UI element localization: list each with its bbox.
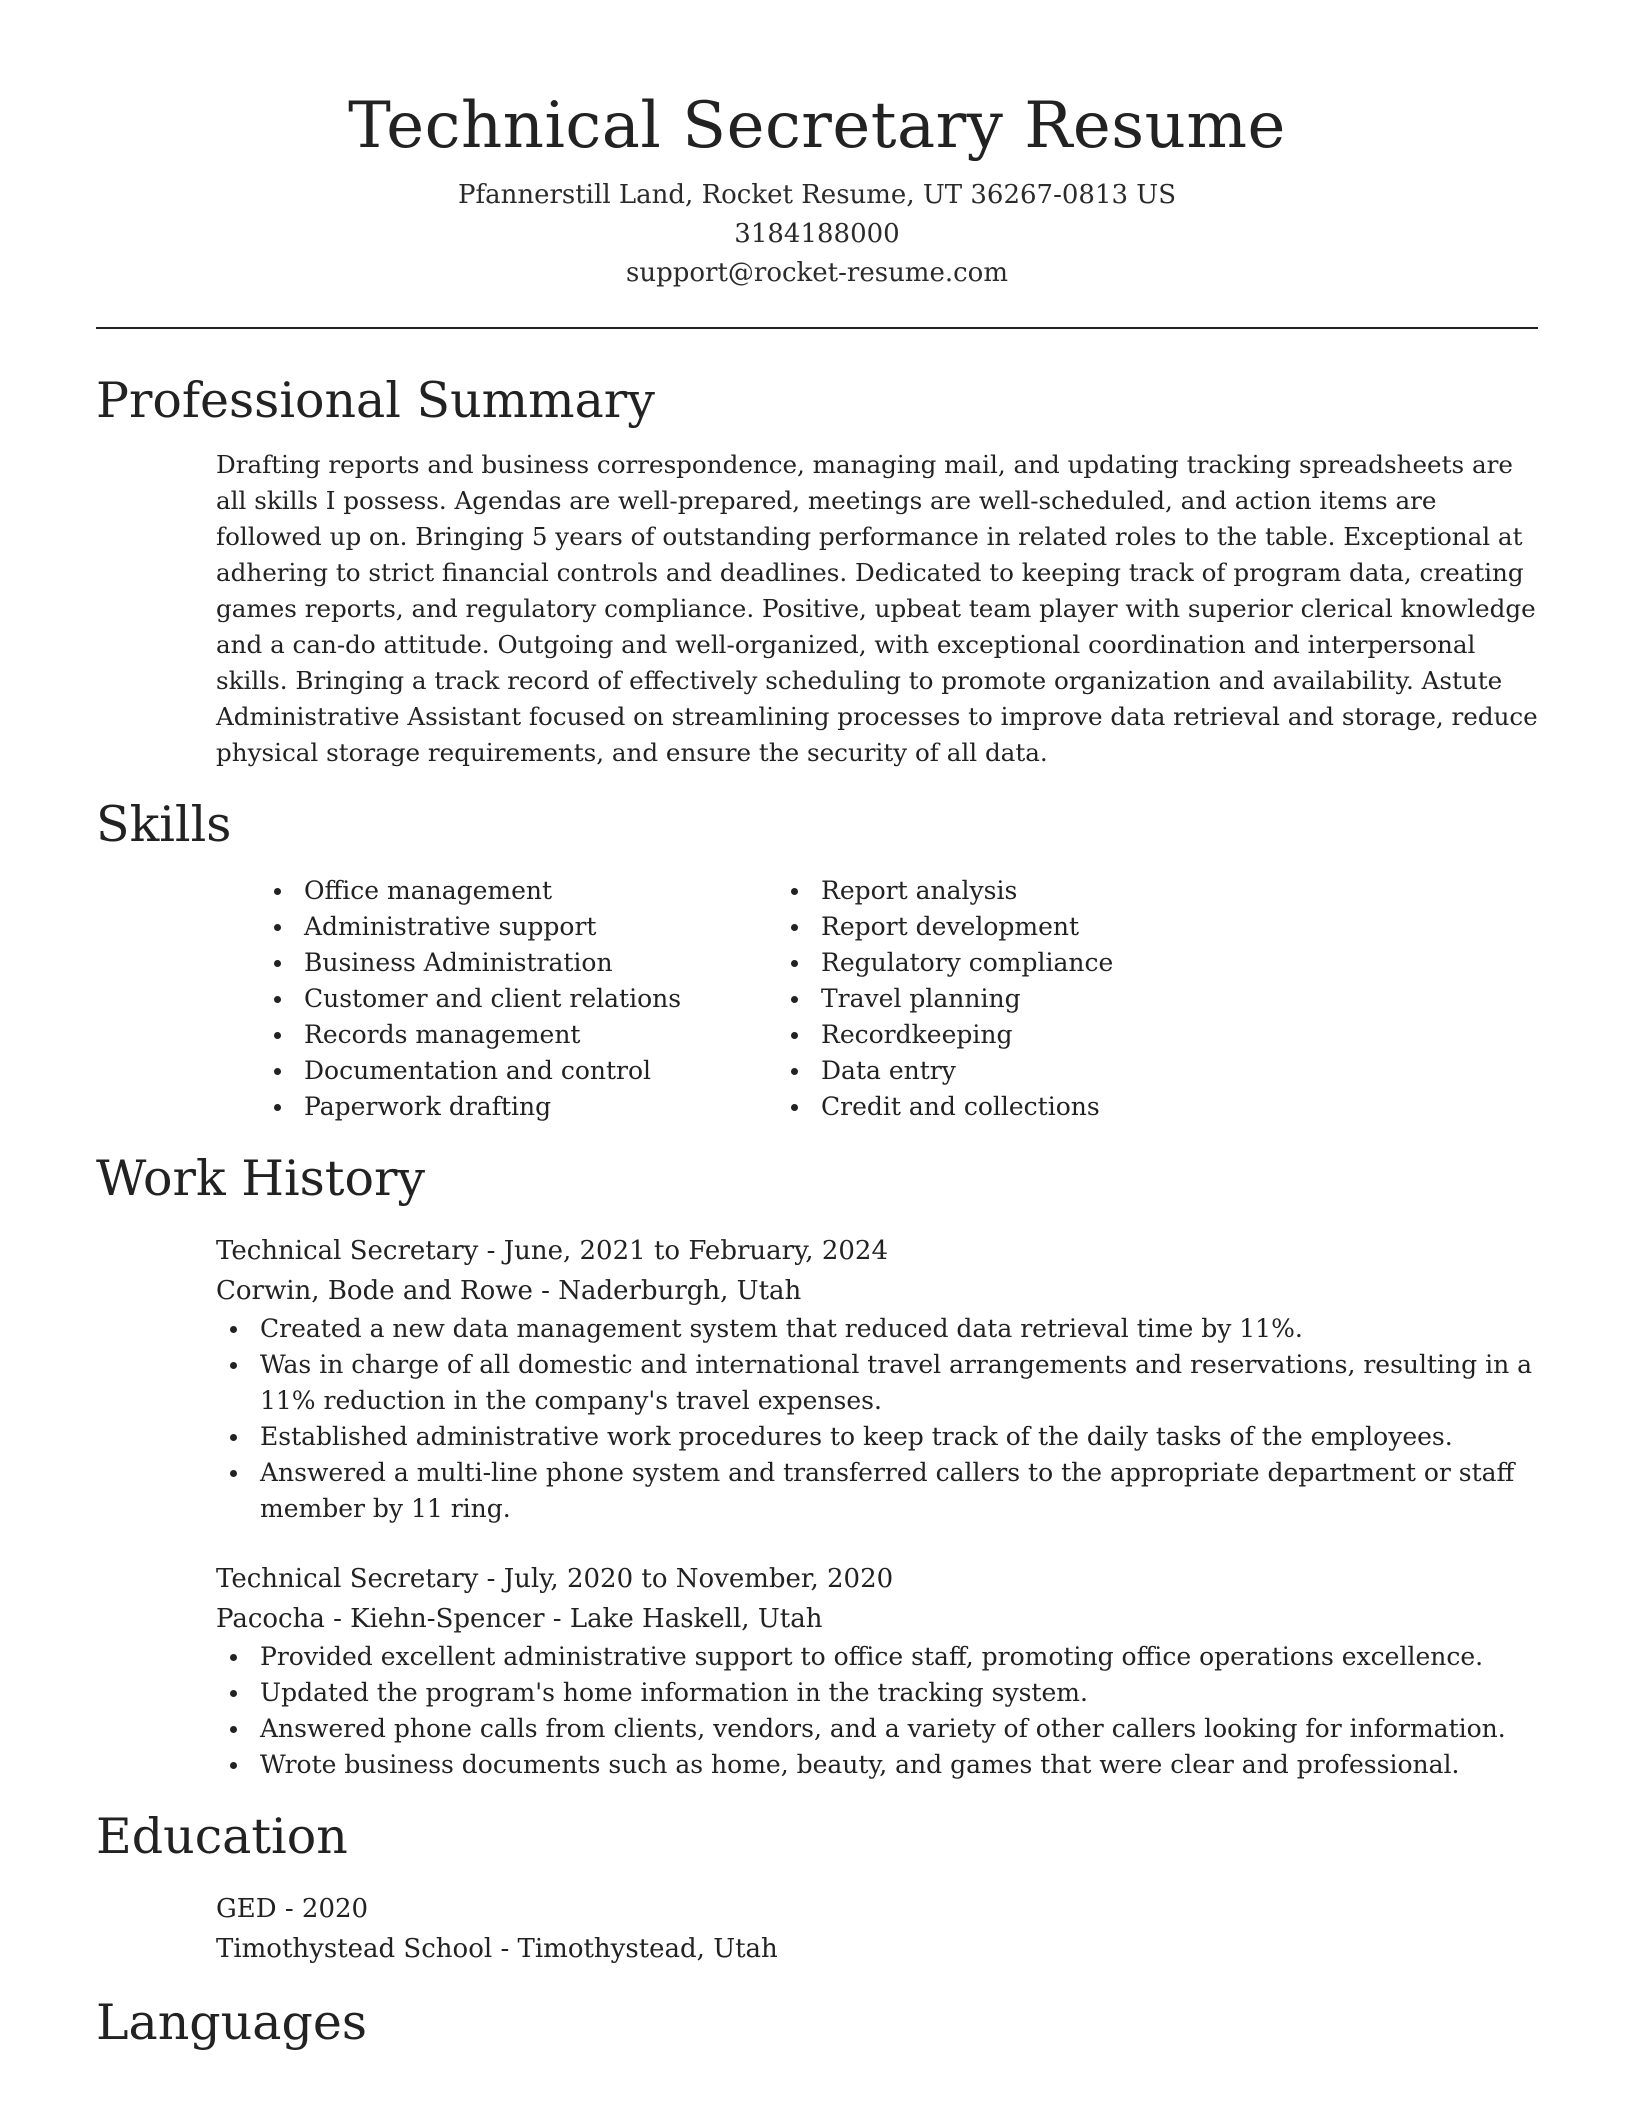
- resume-header: [96, 0, 1538, 293]
- work-history-heading: Work History: [96, 1150, 426, 1207]
- education-section: [96, 1807, 1538, 1969]
- skill-item: Report development: [777, 909, 1398, 945]
- job-location: - Naderburgh, Utah: [532, 1276, 802, 1306]
- languages-heading: Languages: [96, 1994, 367, 2051]
- skill-item: Regulatory compliance: [777, 945, 1398, 981]
- job-dates: - June, 2021 to February, 2024: [478, 1236, 889, 1266]
- skill-item: Customer and client relations: [260, 981, 747, 1017]
- job-role: Technical Secretary: [216, 1564, 479, 1594]
- job-bullet: Provided excellent administrative support to office staff, promoting office operations excellence.: [216, 1639, 1538, 1675]
- skill-item: Administrative support: [260, 909, 747, 945]
- skills-section: [96, 795, 1538, 1125]
- education-school-line: [216, 1929, 1538, 1969]
- contact-phone: 3184188000: [734, 219, 900, 249]
- job-bullet: Updated the program's home information in the tracking system.: [216, 1675, 1538, 1711]
- education-degree: GED - 2020: [216, 1894, 369, 1924]
- skill-item: Credit and collections: [777, 1089, 1398, 1125]
- education-heading: Education: [96, 1808, 348, 1865]
- summary-section: [96, 371, 1538, 771]
- skills-heading: Skills: [96, 796, 232, 853]
- skills-column-left: [96, 873, 747, 1125]
- contact-address: Pfannerstill Land, Rocket Resume, UT 36267-0813 US: [457, 180, 1177, 210]
- summary-heading: Professional Summary: [96, 372, 655, 429]
- job-entry: [216, 1231, 1538, 1527]
- job-bullet: Established administrative work procedures to keep track of the daily tasks of the employees.: [216, 1419, 1538, 1455]
- summary-text: Drafting reports and business correspondence, managing mail, and updating tracking spreadsheets are all skills I possess. Agendas are well-prepared, meetings are well-scheduled, and action items are followed up on. Bringing 5 years of outstanding performance in related roles to the table. Exceptional at adhering to strict financial controls and deadlines. Dedicated to keeping track of program data, creating games reports, and regulatory compliance. Positive, upbeat team player with superior clerical knowledge and a can-do attitude. Outgoing and well-organized, with exceptional coordination and interpersonal skills. Bringing a track record of effectively scheduling to promote organization and availability. Astute Administrative Assistant focused on streamlining processes to improve data retrieval and storage, reduce physical storage requirements, and ensure the security of all data.: [216, 450, 1538, 767]
- resume-title: Technical Secretary Resume: [348, 89, 1286, 163]
- job-company-line: [216, 1599, 1538, 1639]
- work-history-section: [96, 1149, 1538, 1783]
- skill-item: Report analysis: [777, 873, 1398, 909]
- job-entry: [216, 1559, 1538, 1783]
- job-location: - Lake Haskell, Utah: [544, 1604, 823, 1634]
- skills-list-right: [777, 873, 1398, 1125]
- education-location: - Timothystead, Utah: [492, 1934, 778, 1964]
- skill-item: Data entry: [777, 1053, 1398, 1089]
- job-company-line: [216, 1271, 1538, 1311]
- job-bullet: Wrote business documents such as home, beauty, and games that were clear and professional.: [216, 1747, 1538, 1783]
- job-bullet: Was in charge of all domestic and international travel arrangements and reservations, resulting in a 11% reduction in the company's travel expenses.: [216, 1347, 1538, 1419]
- education-entry: [216, 1889, 1538, 1969]
- contact-email: support@rocket-resume.com: [625, 258, 1008, 288]
- job-bullets: [216, 1311, 1538, 1527]
- job-bullet: Answered phone calls from clients, vendors, and a variety of other callers looking for information.: [216, 1711, 1538, 1747]
- job-title-line: [216, 1559, 1538, 1599]
- skill-item: Office management: [260, 873, 747, 909]
- job-company: Corwin, Bode and Rowe: [216, 1276, 533, 1306]
- skills-grid: [96, 873, 1538, 1125]
- job-bullet: Answered a multi-line phone system and transferred callers to the appropriate department or staff member by 11 ring.: [216, 1455, 1538, 1527]
- skill-item: Recordkeeping: [777, 1017, 1398, 1053]
- job-role: Technical Secretary: [216, 1236, 479, 1266]
- languages-section: [96, 1993, 1538, 2053]
- skills-column-right: [747, 873, 1398, 1125]
- skill-item: Travel planning: [777, 981, 1398, 1017]
- contact-block: [96, 176, 1538, 293]
- job-dates: - July, 2020 to November, 2020: [478, 1564, 894, 1594]
- header-divider: [96, 327, 1538, 329]
- education-school: Timothystead School: [216, 1934, 493, 1964]
- skill-item: Records management: [260, 1017, 747, 1053]
- job-title-line: [216, 1231, 1538, 1271]
- skill-item: Paperwork drafting: [260, 1089, 747, 1125]
- job-bullets: [216, 1639, 1538, 1783]
- skill-item: Business Administration: [260, 945, 747, 981]
- skill-item: Documentation and control: [260, 1053, 747, 1089]
- skills-list-left: [260, 873, 747, 1125]
- resume-page: [96, 0, 1538, 2053]
- job-bullet: Created a new data management system that reduced data retrieval time by 11%.: [216, 1311, 1538, 1347]
- job-company: Pacocha - Kiehn-Spencer: [216, 1604, 545, 1634]
